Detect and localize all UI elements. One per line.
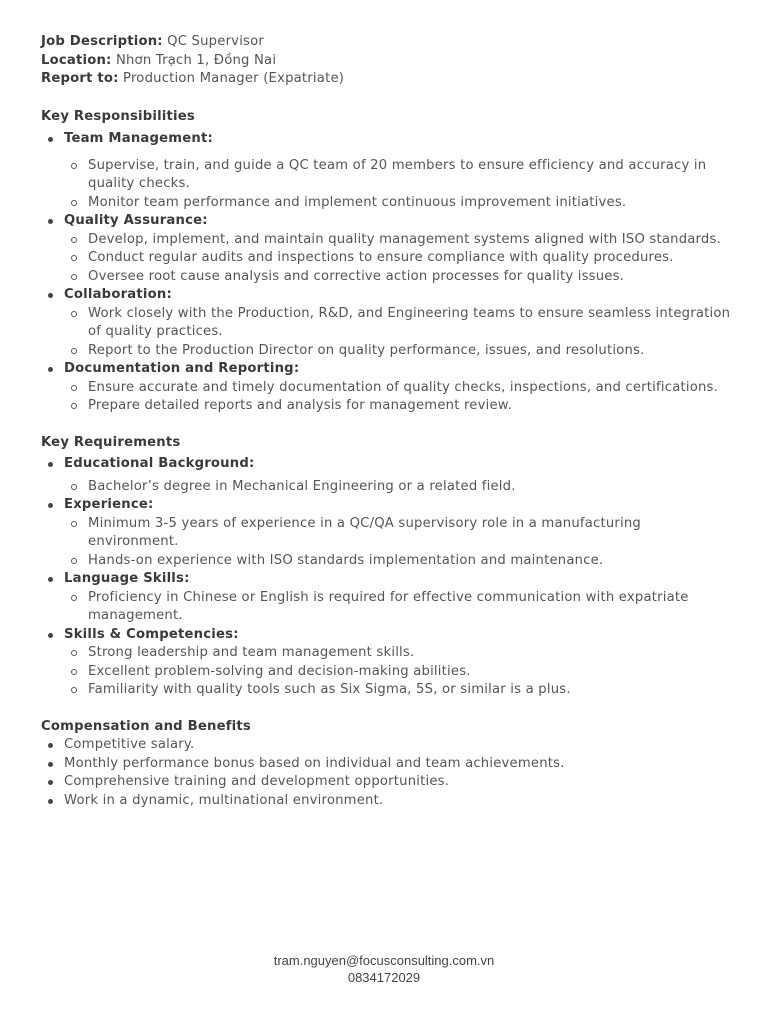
circle-bullet-icon <box>71 255 77 261</box>
bullet-icon <box>48 503 53 508</box>
sub-list-item <box>64 663 731 682</box>
list-item <box>41 755 731 774</box>
circle-bullet-icon <box>71 669 77 675</box>
bullet-icon <box>48 762 53 767</box>
requirements-title: Key Requirements <box>41 434 181 450</box>
item-text: Hands-on experience with ISO standards implementation and maintenance. <box>88 552 604 568</box>
sub-list-item <box>64 157 731 194</box>
item-text: Proficiency in Chinese or English is required for effective communication with expatriate management. <box>88 589 689 623</box>
sub-list <box>64 478 731 497</box>
list-item <box>41 626 731 700</box>
circle-bullet-icon <box>71 237 77 243</box>
category-label: Collaboration: <box>64 287 172 302</box>
circle-bullet-icon <box>71 403 77 409</box>
list-item <box>41 496 731 570</box>
job-description-line <box>41 33 731 52</box>
list-item <box>41 212 731 286</box>
circle-bullet-icon <box>71 385 77 391</box>
report-to-value: Production Manager (Expatriate) <box>123 71 345 86</box>
bullet-icon <box>48 137 53 142</box>
circle-bullet-icon <box>71 200 77 206</box>
category-label: Educational Background: <box>64 456 255 471</box>
sub-list-item <box>64 231 731 250</box>
location-label: Location: <box>41 52 112 68</box>
sub-list-item <box>64 342 731 361</box>
sub-list <box>64 157 731 213</box>
circle-bullet-icon <box>71 521 77 527</box>
circle-bullet-icon <box>71 595 77 601</box>
compensation-title: Compensation and Benefits <box>41 718 251 734</box>
category-label: Team Management: <box>64 131 213 146</box>
circle-bullet-icon <box>71 687 77 693</box>
sub-list-item <box>64 681 731 700</box>
sub-list <box>64 305 731 361</box>
sub-list <box>64 231 731 287</box>
circle-bullet-icon <box>71 163 77 169</box>
item-text: Develop, implement, and maintain quality management systems aligned with ISO standards. <box>88 231 721 247</box>
sub-list <box>64 379 731 416</box>
bullet-icon <box>48 743 53 748</box>
sub-list-item <box>64 194 731 213</box>
sub-list-item <box>64 249 731 268</box>
location-line <box>41 52 731 71</box>
footer-phone[interactable]: 0834172029 <box>347 970 421 985</box>
sub-list-item <box>64 515 731 552</box>
circle-bullet-icon <box>71 484 77 490</box>
category-label: Language Skills: <box>64 571 190 586</box>
sub-list-item <box>64 589 731 626</box>
list-item <box>41 360 731 416</box>
category-label: Experience: <box>64 497 154 512</box>
item-text: Competitive salary. <box>64 737 195 752</box>
item-text: Ensure accurate and timely documentation of quality checks, inspections, and certifications. <box>88 379 719 395</box>
item-text: Work in a dynamic, multinational environment. <box>64 792 384 808</box>
report-to-label: Report to: <box>41 71 119 86</box>
bullet-icon <box>48 293 53 298</box>
category-label: Skills & Competencies: <box>64 626 239 642</box>
location-value: Nhơn Trạch 1, Đồng Nai <box>115 52 277 68</box>
bullet-icon <box>48 577 53 582</box>
sub-list-item <box>64 478 731 497</box>
category-label: Documentation and Reporting: <box>64 361 300 376</box>
report-to-line <box>41 70 731 89</box>
item-text: Comprehensive training and development opportunities. <box>64 774 450 789</box>
sub-list-item <box>64 379 731 398</box>
item-text: Oversee root cause analysis and corrective action processes for quality issues. <box>88 268 625 284</box>
circle-bullet-icon <box>71 650 77 656</box>
sub-list <box>64 589 731 626</box>
footer-email[interactable]: tram.nguyen@focusconsulting.com.vn <box>273 953 495 968</box>
circle-bullet-icon <box>71 558 77 564</box>
bullet-icon <box>48 462 53 467</box>
list-item <box>41 570 731 626</box>
item-text: Conduct regular audits and inspections to ensure compliance with quality procedures. <box>88 250 674 265</box>
sub-list-item <box>64 397 731 416</box>
item-text: Strong leadership and team management skills. <box>88 645 415 660</box>
list-item <box>41 792 731 811</box>
item-text: Minimum 3-5 years of experience in a QC/QA supervisory role in a manufacturing environment. <box>88 515 641 549</box>
sub-list-item <box>64 552 731 571</box>
list-item <box>41 130 731 212</box>
circle-bullet-icon <box>71 311 77 317</box>
bullet-icon <box>48 219 53 224</box>
sub-list-item <box>64 305 731 342</box>
responsibilities-title: Key Responsibilities <box>41 108 195 124</box>
sub-list <box>64 644 731 700</box>
circle-bullet-icon <box>71 274 77 280</box>
item-text: Monitor team performance and implement continuous improvement initiatives. <box>88 194 627 210</box>
footer-contact <box>0 952 768 986</box>
bullet-icon <box>48 780 53 785</box>
list-item <box>41 736 731 755</box>
bullet-icon <box>48 367 53 372</box>
list-item <box>41 773 731 792</box>
job-description-document <box>41 33 731 810</box>
category-label: Quality Assurance: <box>64 213 208 228</box>
responsibilities-list <box>41 130 731 416</box>
item-text: Supervise, train, and guide a QC team of 20 members to ensure efficiency and accuracy in quality checks. <box>88 157 707 191</box>
bullet-icon <box>48 633 53 638</box>
job-description-label: Job Description: <box>41 34 163 49</box>
item-text: Report to the Production Director on quality performance, issues, and resolutions. <box>88 342 645 358</box>
item-text: Prepare detailed reports and analysis for management review. <box>88 398 512 413</box>
item-text: Familiarity with quality tools such as Six Sigma, 5S, or similar is a plus. <box>88 682 571 697</box>
sub-list-item <box>64 268 731 287</box>
item-text: Monthly performance bonus based on individual and team achievements. <box>64 755 565 771</box>
job-description-value: QC Supervisor <box>167 34 265 49</box>
item-text: Bachelor’s degree in Mechanical Engineering or a related field. <box>88 478 516 494</box>
bullet-icon <box>48 799 53 804</box>
sub-list-item <box>64 644 731 663</box>
circle-bullet-icon <box>71 348 77 354</box>
list-item <box>41 286 731 360</box>
list-item <box>41 455 731 496</box>
requirements-list <box>41 455 731 700</box>
item-text: Work closely with the Production, R&D, and Engineering teams to ensure seamless integration of quality practices. <box>88 305 731 339</box>
item-text: Excellent problem-solving and decision-making abilities. <box>88 663 471 679</box>
compensation-list <box>41 736 731 810</box>
sub-list <box>64 515 731 571</box>
